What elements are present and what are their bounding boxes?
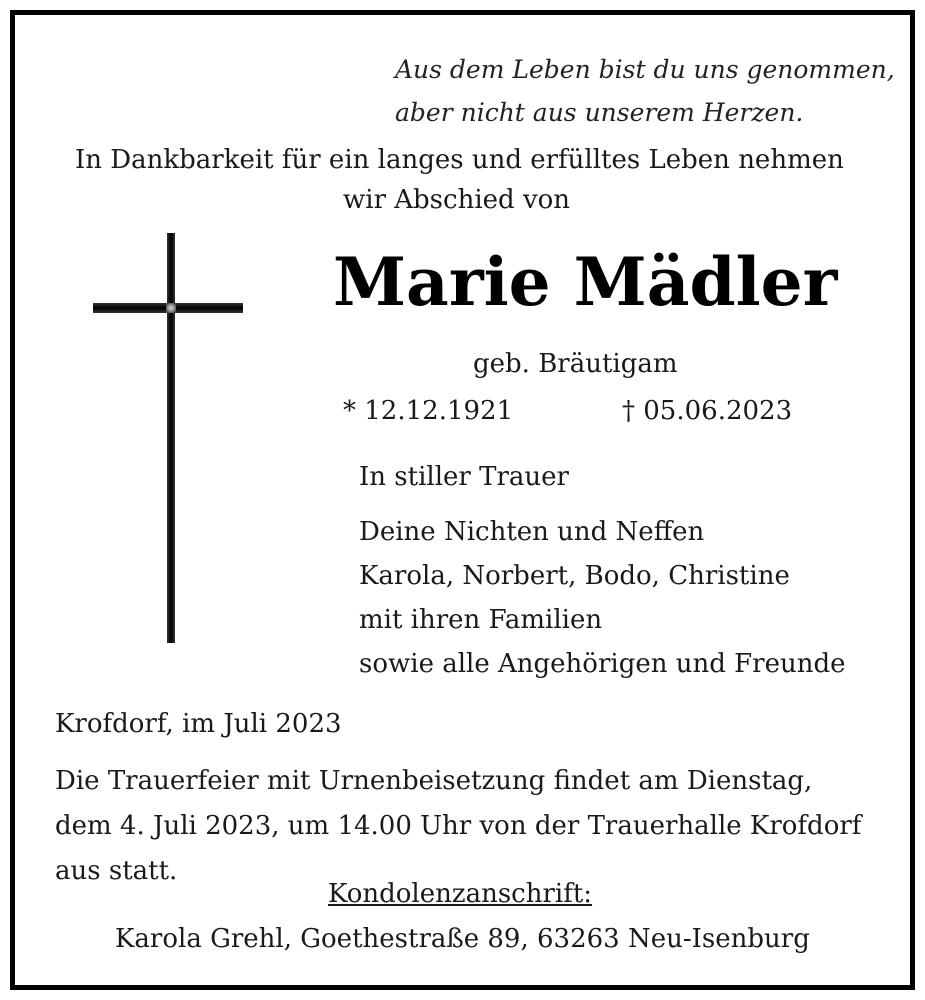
place-date: Krofdorf, im Juli 2023 xyxy=(55,709,342,739)
deceased-name: Marie Mädler xyxy=(333,243,838,321)
motto-line-2: aber nicht aus unserem Herzen. xyxy=(395,98,804,127)
mourners-line-3: mit ihren Familien xyxy=(359,605,603,635)
motto-line-1: Aus dem Leben bist du uns genommen, xyxy=(395,55,895,84)
death-date: † 05.06.2023 xyxy=(622,396,793,426)
birth-name: geb. Bräutigam xyxy=(473,349,678,379)
birth-date: * 12.12.1921 xyxy=(343,396,514,426)
obituary-frame xyxy=(10,10,915,990)
ceremony-line-3: aus statt. xyxy=(55,856,178,886)
condolence-address: Karola Grehl, Goethestraße 89, 63263 Neu-Isenburg xyxy=(115,924,810,954)
mourners-line-1: Deine Nichten und Neffen xyxy=(359,517,705,547)
mourners-line-2: Karola, Norbert, Bodo, Christine xyxy=(359,561,790,591)
mourners-line-4: sowie alle Angehörigen und Freunde xyxy=(359,649,846,679)
condolence-heading: Kondolenzanschrift: xyxy=(328,879,593,909)
intro-line-1: In Dankbarkeit für ein langes und erfülltes Leben nehmen xyxy=(75,145,844,175)
mourners-heading: In stiller Trauer xyxy=(359,462,569,492)
intro-line-2: wir Abschied von xyxy=(343,185,571,215)
ceremony-line-1: Die Trauerfeier mit Urnenbeisetzung findet am Dienstag, xyxy=(55,766,813,796)
ceremony-line-2: dem 4. Juli 2023, um 14.00 Uhr von der Trauerhalle Krofdorf xyxy=(55,811,862,841)
